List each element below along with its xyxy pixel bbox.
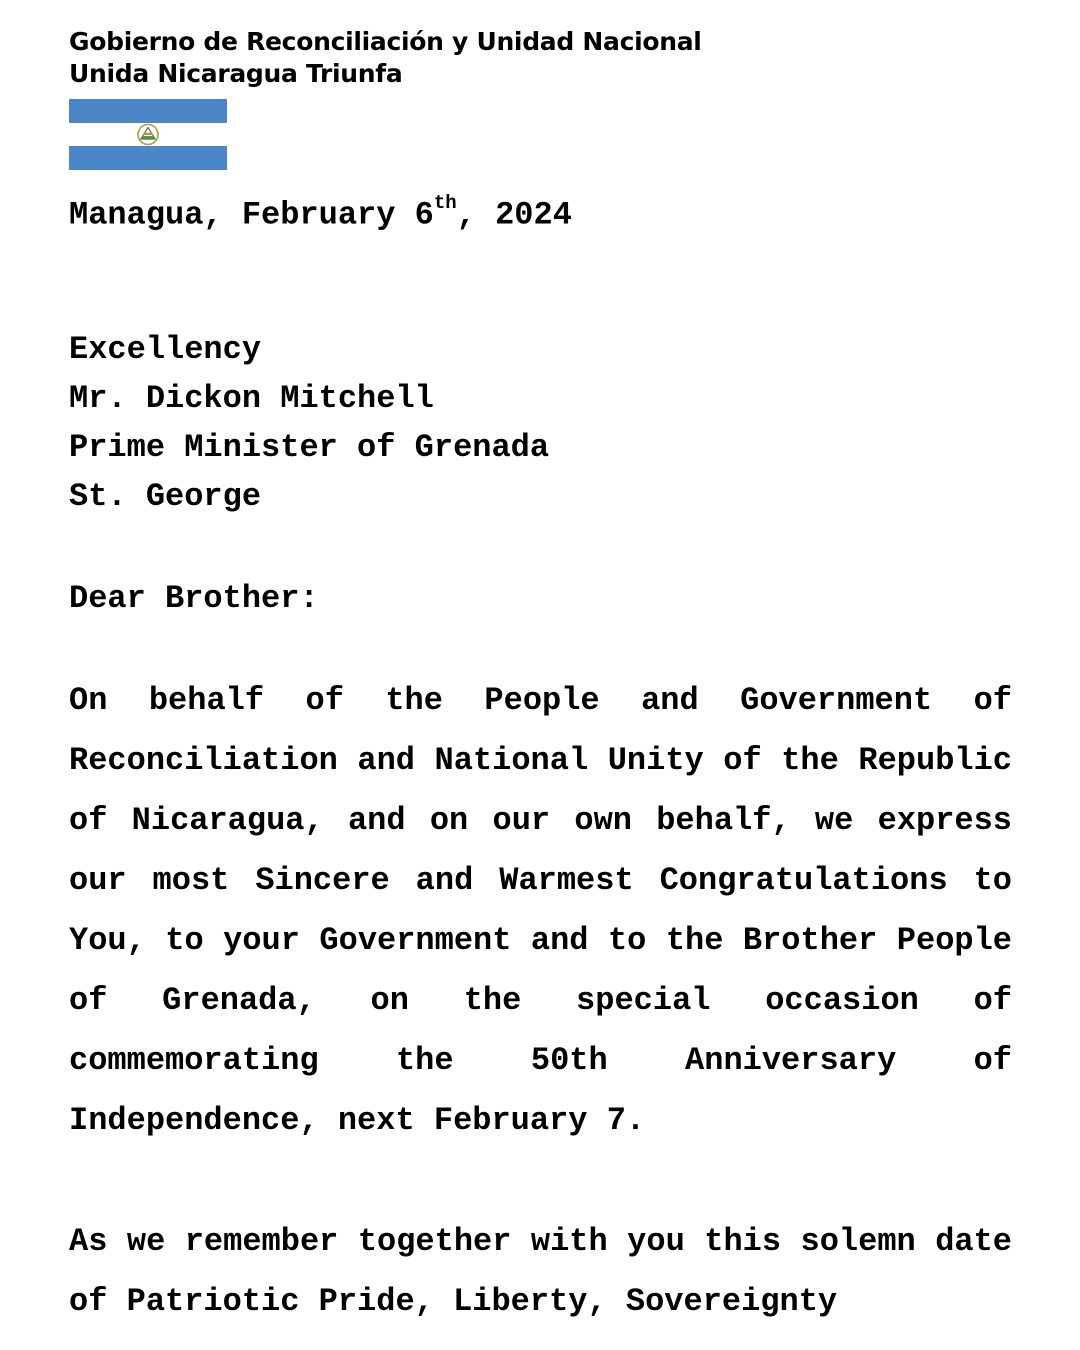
date-ordinal: th <box>433 192 457 214</box>
recipient-honorific: Excellency <box>69 331 262 368</box>
flag-bottom-stripe <box>69 146 227 170</box>
coat-of-arms-icon <box>138 125 158 145</box>
salutation: Dear Brother: <box>69 580 319 617</box>
recipient-title: Prime Minister of Grenada <box>69 429 550 466</box>
dateline <box>69 192 572 234</box>
letterhead-slogan: Unida Nicaragua Triunfa <box>69 59 403 88</box>
letterhead-government-name: Gobierno de Reconciliación y Unidad Nacional <box>69 27 702 56</box>
flag-top-stripe <box>69 99 227 123</box>
body-paragraph: As we remember together with you this solemn date of Patriotic Pride, Liberty, Sovereignty <box>69 1223 1012 1320</box>
nicaragua-flag-icon <box>69 99 227 170</box>
date-year: , 2024 <box>456 196 572 234</box>
letterhead <box>69 26 702 90</box>
body-paragraph: On behalf of the People and Government of Reconciliation and National Unity of the Republic of Nicaragua, and on our own behalf, we express our most Sincere and Warmest Congratulations to You, to your Government and to the Brother People of Grenada, on the special occasion of commemorating the 50th Anniversary of Independence, next February 7. <box>69 682 1012 1139</box>
recipient-name: Mr. Dickon Mitchell <box>69 380 434 417</box>
recipient-address <box>69 325 549 521</box>
recipient-city: St. George <box>69 478 262 515</box>
date-prefix: Managua, February 6 <box>69 196 434 234</box>
